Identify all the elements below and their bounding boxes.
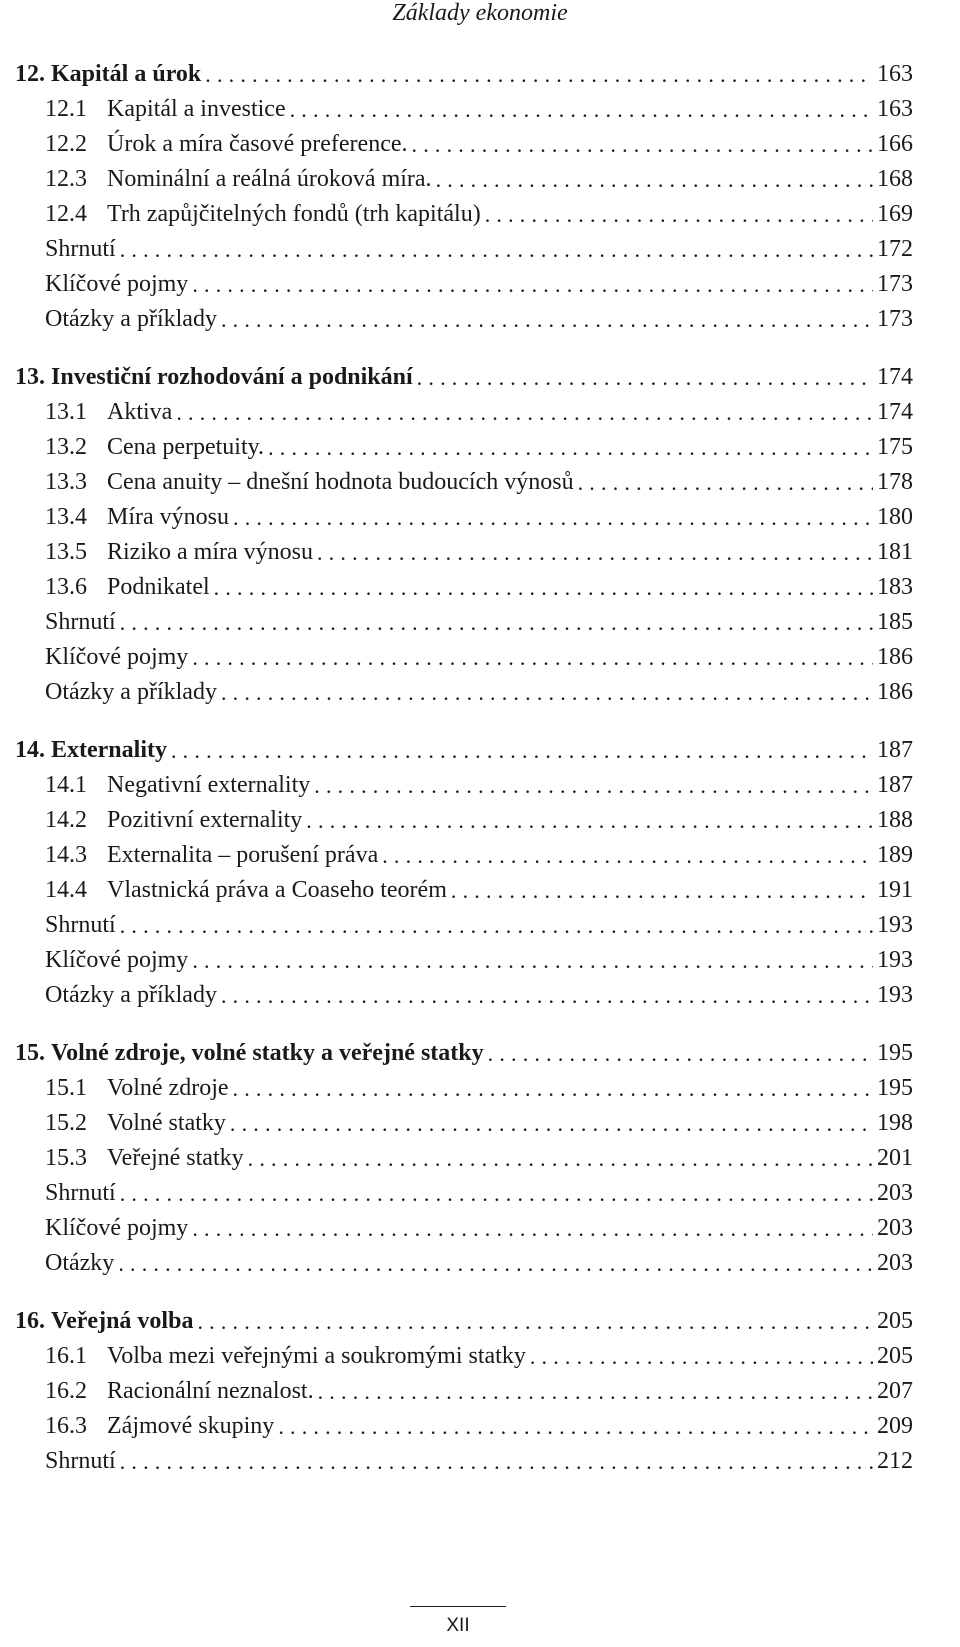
section-number: 12.4 <box>45 201 87 227</box>
dot-leader <box>417 360 873 395</box>
dot-leader <box>192 943 873 978</box>
page-number: 188 <box>877 807 913 833</box>
toc-entry[interactable] <box>45 1106 913 1141</box>
page-number: 173 <box>877 271 913 297</box>
page-number: 172 <box>877 236 913 262</box>
dot-leader <box>436 162 873 197</box>
toc-entry[interactable] <box>45 127 913 162</box>
toc-entry[interactable] <box>45 197 913 232</box>
page-number: 195 <box>877 1040 913 1066</box>
section-number: 16.2 <box>45 1378 87 1404</box>
page-number: 205 <box>877 1308 913 1334</box>
page-number: 173 <box>877 306 913 332</box>
dot-leader <box>118 1246 873 1281</box>
toc-entry[interactable] <box>45 1339 913 1374</box>
chapter-number: 14. <box>15 737 45 763</box>
page-number: 169 <box>877 201 913 227</box>
toc-entry[interactable] <box>45 768 913 803</box>
section-number: 13.2 <box>45 434 87 460</box>
dot-leader <box>120 1176 873 1211</box>
section-number: 13.4 <box>45 504 87 530</box>
dot-leader <box>268 430 873 465</box>
section-title: Racionální neznalost. <box>107 1378 314 1404</box>
chapter-number: 12. <box>15 61 45 87</box>
section-number: 13.5 <box>45 539 87 565</box>
section-title: Vlastnická práva a Coaseho teorém <box>107 877 447 903</box>
toc-entry[interactable] <box>45 978 913 1013</box>
section-number: 16.3 <box>45 1413 87 1439</box>
page-number: 174 <box>877 399 913 425</box>
section-title: Volné zdroje <box>107 1075 229 1101</box>
page-number: 189 <box>877 842 913 868</box>
section-title: Aktiva <box>107 399 173 425</box>
page-number: 163 <box>877 61 913 87</box>
section-title: Volné statky <box>107 1110 226 1136</box>
page-number: 201 <box>877 1145 913 1171</box>
dot-leader <box>214 570 873 605</box>
toc-entry[interactable] <box>45 640 913 675</box>
section-title: Cena anuity – dnešní hodnota budoucích výnosů <box>107 469 574 495</box>
page-number: 193 <box>877 947 913 973</box>
page-number: 175 <box>877 434 913 460</box>
section-title: Shrnutí <box>45 1448 116 1474</box>
page-number: 186 <box>877 679 913 705</box>
section-number: 15.3 <box>45 1145 87 1171</box>
dot-leader <box>314 768 873 803</box>
page-number: 183 <box>877 574 913 600</box>
section-title: Otázky a příklady <box>45 679 217 705</box>
page-number: 185 <box>877 609 913 635</box>
dot-leader <box>120 1444 873 1479</box>
dot-leader <box>120 908 873 943</box>
toc-entry[interactable] <box>45 395 913 430</box>
section-title: Nominální a reálná úroková míra. <box>107 166 432 192</box>
toc-entry[interactable] <box>45 1071 913 1106</box>
section-title: Klíčové pojmy <box>45 947 189 973</box>
page-number: 198 <box>877 1110 913 1136</box>
dot-leader <box>221 302 873 337</box>
toc-entry[interactable] <box>45 430 913 465</box>
toc-entry[interactable] <box>45 605 913 640</box>
section-number: 12.1 <box>45 96 87 122</box>
section-number: 13.3 <box>45 469 87 495</box>
page-number: 193 <box>877 912 913 938</box>
page-number: 205 <box>877 1343 913 1369</box>
dot-leader <box>205 57 873 92</box>
page-number: 203 <box>877 1250 913 1276</box>
dot-leader <box>382 838 873 873</box>
page-number: 193 <box>877 982 913 1008</box>
section-number: 12.2 <box>45 131 87 157</box>
toc-entry[interactable] <box>45 92 913 127</box>
section-title: Otázky a příklady <box>45 982 217 1008</box>
toc-entry[interactable] <box>45 465 913 500</box>
page-number: 191 <box>877 877 913 903</box>
page-number: 168 <box>877 166 913 192</box>
chapter-title: Kapitál a úrok <box>51 61 202 87</box>
page-number: 203 <box>877 1180 913 1206</box>
chapter-number: 16. <box>15 1308 45 1334</box>
dot-leader <box>221 978 873 1013</box>
dot-leader <box>192 640 873 675</box>
dot-leader <box>488 1036 873 1071</box>
toc-entry[interactable] <box>45 1176 913 1211</box>
toc-entry[interactable] <box>45 1374 913 1409</box>
chapter-title: Volné zdroje, volné statky a veřejné statky <box>51 1040 484 1066</box>
section-number: 13.1 <box>45 399 87 425</box>
toc-chapter-heading[interactable] <box>15 733 913 768</box>
section-title: Shrnutí <box>45 609 116 635</box>
section-title: Shrnutí <box>45 236 116 262</box>
toc-entry[interactable] <box>45 1444 913 1479</box>
section-title: Riziko a míra výnosu <box>107 539 313 565</box>
dot-leader <box>171 733 873 768</box>
section-number: 14.1 <box>45 772 87 798</box>
dot-leader <box>578 465 873 500</box>
dot-leader <box>530 1339 873 1374</box>
section-number: 14.3 <box>45 842 87 868</box>
running-header: Základy ekonomie <box>392 0 568 26</box>
toc-entry[interactable] <box>45 873 913 908</box>
toc-chapter <box>0 1304 960 1479</box>
page-number: 187 <box>877 772 913 798</box>
chapter-number: 13. <box>15 364 45 390</box>
section-title: Otázky a příklady <box>45 306 217 332</box>
page-number: 203 <box>877 1215 913 1241</box>
dot-leader <box>485 197 873 232</box>
dot-leader <box>120 605 873 640</box>
section-title: Podnikatel <box>107 574 210 600</box>
section-number: 13.6 <box>45 574 87 600</box>
toc-entry[interactable] <box>45 1141 913 1176</box>
section-title: Kapitál a investice <box>107 96 286 122</box>
toc-entry[interactable] <box>45 570 913 605</box>
toc-entry[interactable] <box>45 1246 913 1281</box>
toc-entry[interactable] <box>45 675 913 710</box>
chapter-title: Externality <box>51 737 167 763</box>
dot-leader <box>233 1071 873 1106</box>
toc-entry[interactable] <box>45 500 913 535</box>
page-number: 178 <box>877 469 913 495</box>
section-number: 15.2 <box>45 1110 87 1136</box>
page-number: 163 <box>877 96 913 122</box>
section-title: Externalita – porušení práva <box>107 842 379 868</box>
dot-leader <box>290 92 873 127</box>
section-title: Cena perpetuity. <box>107 434 265 460</box>
dot-leader <box>318 1374 873 1409</box>
page-number: 209 <box>877 1413 913 1439</box>
page-folio: XII <box>446 1615 470 1636</box>
dot-leader <box>451 873 873 908</box>
toc-entry[interactable] <box>45 838 913 873</box>
dot-leader <box>221 675 873 710</box>
section-title: Míra výnosu <box>107 504 229 530</box>
chapter-title: Veřejná volba <box>51 1308 194 1334</box>
dot-leader <box>233 500 873 535</box>
dot-leader <box>230 1106 873 1141</box>
section-title: Klíčové pojmy <box>45 271 189 297</box>
table-of-contents <box>0 57 960 1502</box>
dot-leader <box>197 1304 873 1339</box>
section-number: 15.1 <box>45 1075 87 1101</box>
toc-entry[interactable] <box>45 162 913 197</box>
toc-chapter <box>0 733 960 1013</box>
toc-entry[interactable] <box>45 908 913 943</box>
toc-chapter-heading[interactable] <box>15 57 913 92</box>
toc-chapter <box>0 1036 960 1281</box>
section-title: Veřejné statky <box>107 1145 244 1171</box>
section-title: Trh zapůjčitelných fondů (trh kapitálu) <box>107 201 481 227</box>
page-number: 195 <box>877 1075 913 1101</box>
page-number: 187 <box>877 737 913 763</box>
toc-chapter-heading[interactable] <box>15 1304 913 1339</box>
dot-leader <box>192 1211 873 1246</box>
section-number: 16.1 <box>45 1343 87 1369</box>
toc-entry[interactable] <box>45 1211 913 1246</box>
page-number: 180 <box>877 504 913 530</box>
section-title: Volba mezi veřejnými a soukromými statky <box>107 1343 526 1369</box>
footer-rule <box>410 1606 506 1607</box>
dot-leader <box>278 1409 873 1444</box>
section-title: Otázky <box>45 1250 115 1276</box>
toc-chapter-heading[interactable] <box>15 1036 913 1071</box>
section-title: Klíčové pojmy <box>45 644 189 670</box>
page-number: 166 <box>877 131 913 157</box>
chapter-title: Investiční rozhodování a podnikání <box>51 364 413 390</box>
toc-entry[interactable] <box>45 267 913 302</box>
section-title: Shrnutí <box>45 1180 116 1206</box>
dot-leader <box>176 395 873 430</box>
page-number: 181 <box>877 539 913 565</box>
section-title: Klíčové pojmy <box>45 1215 189 1241</box>
toc-entry[interactable] <box>45 803 913 838</box>
section-number: 14.2 <box>45 807 87 833</box>
section-number: 12.3 <box>45 166 87 192</box>
section-number: 14.4 <box>45 877 87 903</box>
dot-leader <box>306 803 873 838</box>
toc-entry[interactable] <box>45 232 913 267</box>
section-title: Úrok a míra časové preference. <box>107 131 408 157</box>
page-number: 212 <box>877 1448 913 1474</box>
dot-leader <box>192 267 873 302</box>
toc-chapter <box>0 360 960 710</box>
toc-entry[interactable] <box>45 302 913 337</box>
dot-leader <box>412 127 874 162</box>
dot-leader <box>317 535 873 570</box>
dot-leader <box>248 1141 873 1176</box>
toc-entry[interactable] <box>45 535 913 570</box>
toc-chapter-heading[interactable] <box>15 360 913 395</box>
section-title: Zájmové skupiny <box>107 1413 275 1439</box>
toc-chapter <box>0 57 960 337</box>
section-title: Negativní externality <box>107 772 311 798</box>
section-title: Shrnutí <box>45 912 116 938</box>
section-title: Pozitivní externality <box>107 807 303 833</box>
toc-entry[interactable] <box>45 943 913 978</box>
chapter-number: 15. <box>15 1040 45 1066</box>
toc-entry[interactable] <box>45 1409 913 1444</box>
page-number: 174 <box>877 364 913 390</box>
page-number: 207 <box>877 1378 913 1404</box>
page-number: 186 <box>877 644 913 670</box>
dot-leader <box>120 232 873 267</box>
